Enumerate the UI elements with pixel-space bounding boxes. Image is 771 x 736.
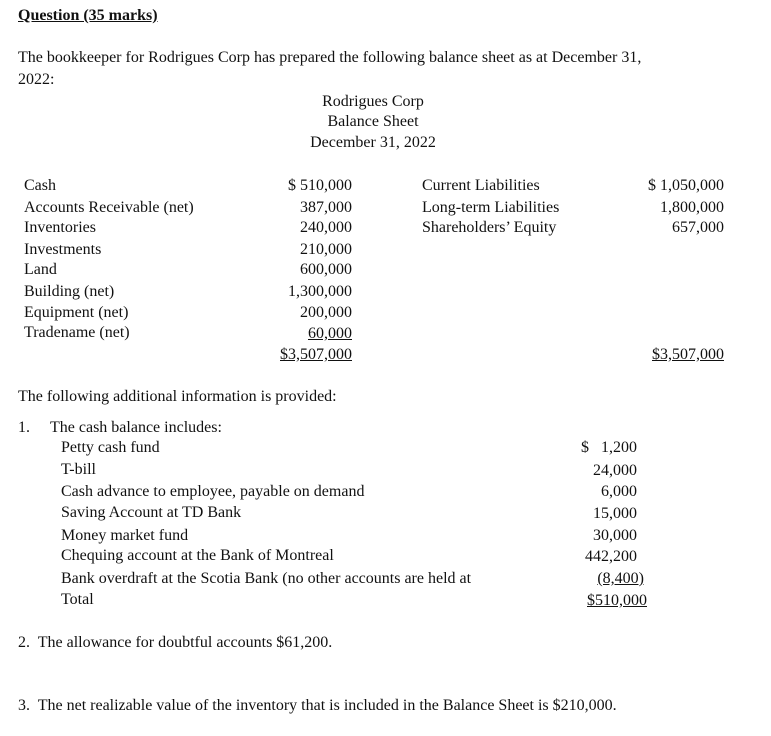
liability-label: Shareholders’ Equity xyxy=(422,219,557,236)
question-title: Question (35 marks) xyxy=(18,7,158,24)
liability-label: Current Liabilities xyxy=(422,177,540,194)
cash-item-amount: 15,000 xyxy=(593,505,637,522)
cash-item-amount: 442,200 xyxy=(585,548,637,565)
asset-amount: 387,000 xyxy=(300,199,352,216)
item-2: 2. The allowance for doubtful accounts $61,200. xyxy=(18,634,333,651)
asset-label: Tradename (net) xyxy=(24,324,130,341)
asset-label: Equipment (net) xyxy=(24,304,129,321)
cash-item-label: Bank overdraft at the Scotia Bank (no other accounts are held at xyxy=(61,570,472,587)
additional-info-heading: The following additional information is provided: xyxy=(18,388,337,405)
company-name: Rodrigues Corp xyxy=(322,93,424,110)
cash-item-amount: $ 1,200 xyxy=(581,439,637,456)
asset-label: Land xyxy=(24,261,57,278)
asset-label: Investments xyxy=(24,241,102,258)
cash-total-amount: $510,000 xyxy=(587,592,647,609)
cash-item-amount: 30,000 xyxy=(593,527,637,544)
item-3: 3. The net realizable value of the inventory that is included in the Balance Sheet is $210,000. xyxy=(18,697,617,714)
cash-item-label: Money market fund xyxy=(61,527,189,544)
intro-line-1: The bookkeeper for Rodrigues Corp has prepared the following balance sheet as at December 31, xyxy=(18,49,642,66)
asset-amount: 600,000 xyxy=(300,261,352,278)
cash-item-amount: (8,400) xyxy=(597,570,644,587)
cash-item-label: Total xyxy=(61,591,94,608)
liability-label: Long-term Liabilities xyxy=(422,199,560,216)
asset-label: Inventories xyxy=(24,219,96,236)
asset-amount: 1,300,000 xyxy=(288,283,352,300)
cash-item-label: Chequing account at the Bank of Montreal xyxy=(61,547,334,564)
statement-name: Balance Sheet xyxy=(327,113,419,130)
asset-amount: 240,000 xyxy=(300,219,352,236)
intro-line-2: 2022: xyxy=(18,71,55,88)
asset-amount: 200,000 xyxy=(300,304,352,321)
item-1-number: 1. xyxy=(18,419,30,436)
asset-label: Cash xyxy=(24,177,56,194)
cash-item-label: Petty cash fund xyxy=(61,439,160,456)
liability-amount: $ 1,050,000 xyxy=(648,177,724,194)
item-1-heading: The cash balance includes: xyxy=(50,419,222,436)
liability-amount: 1,800,000 xyxy=(660,199,724,216)
assets-total: $3,507,000 xyxy=(280,346,352,363)
liability-amount: 657,000 xyxy=(672,219,724,236)
cash-item-label: T-bill xyxy=(61,461,96,478)
asset-label: Accounts Receivable (net) xyxy=(24,199,194,216)
asset-amount: 60,000 xyxy=(308,325,352,342)
asset-amount: $ 510,000 xyxy=(288,177,352,194)
asset-label: Building (net) xyxy=(24,283,115,300)
asset-amount: 210,000 xyxy=(300,241,352,258)
cash-item-label: Saving Account at TD Bank xyxy=(61,504,242,521)
cash-item-amount: 6,000 xyxy=(601,483,637,500)
cash-item-label: Cash advance to employee, payable on demand xyxy=(61,483,365,500)
liabilities-total: $3,507,000 xyxy=(652,346,724,363)
statement-date: December 31, 2022 xyxy=(310,134,436,151)
cash-item-amount: 24,000 xyxy=(593,462,637,479)
